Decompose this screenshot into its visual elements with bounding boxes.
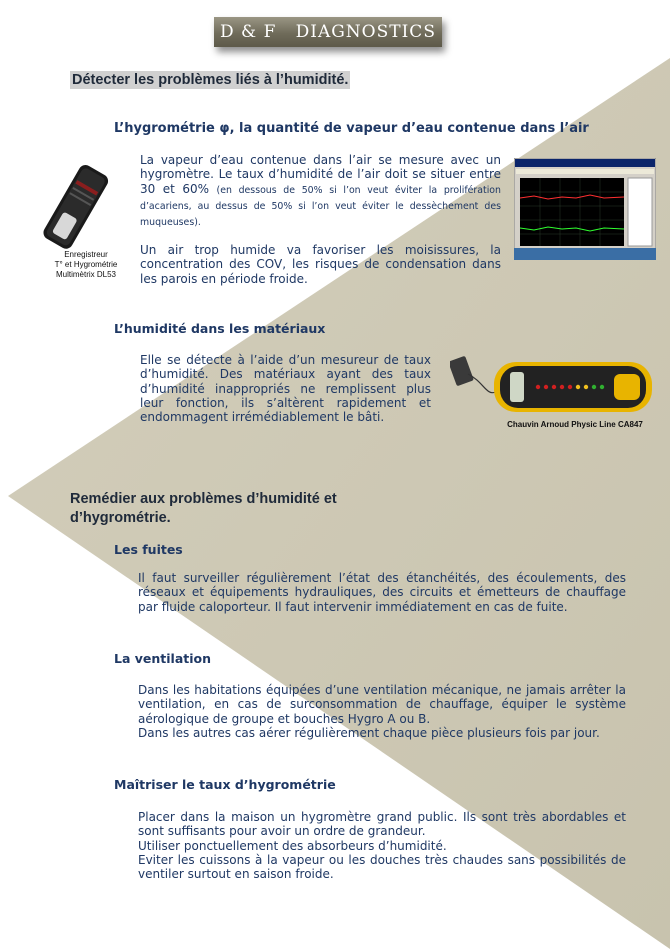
company-banner: D & F DIAGNOSTICS [214, 17, 442, 47]
moisture-meter-caption: Chauvin Arnoud Physic Line CA847 [507, 420, 643, 429]
moisture-meter-image [450, 352, 656, 418]
materials-paragraph: Elle se détecte à l’aide d’un mesureur de taux d’humidité. Des matériaux ayant des taux d’humidité inappropriés ne remplissent plus leur fonction, ils s’altèrent rapidement et endommagent irrémédiablement le bâti. [140, 353, 431, 425]
hygrometry-paragraph: La vapeur d’eau contenue dans l’air se mesure avec un hygromètre. Le taux d’humidité de l’air doit se situer entre 30 et 60% (en dessous de 50% si l’on veut éviter la prolifération d’acariens, au dessus de 50% si l’on veut éviter le dessèchement des muqueuses). [140, 153, 501, 229]
section-title-detect-text: Détecter les problèmes liés à l’humidité. [72, 72, 349, 88]
software-screenshot-image [514, 158, 656, 260]
leaks-paragraph: Il faut surveiller régulièrement l’état des étanchéités, des écoulements, des réseaux et équipements hydrauliques, des circuits et émetteurs de chauffage par fluide caloporteur. Il faut intervenir immédiatement en cas de fuite. [138, 571, 626, 614]
section-title-remedy: Remédier aux problèmes d’humidité et d’hygrométrie. [70, 491, 337, 526]
heading-ventilation: La ventilation [114, 651, 212, 666]
heading-hygrometry-control: Maîtriser le taux d’hygrométrie [114, 777, 336, 792]
hygrometry-control-paragraph: Placer dans la maison un hygromètre grand public. Ils sont très abordables et sont suffisants pour avoir un ordre de grandeur. Utiliser ponctuellement des absorbeurs d’humidité. Eviter les cuissons à la vapeur ou les douches très chaudes sans possibilités de ventiler surtout en saison froide. [138, 810, 626, 882]
humid-air-paragraph: Un air trop humide va favoriser les moisissures, la concentration des COV, les risques de condensation dans les parois en période froide. [140, 243, 501, 286]
data-logger-image [24, 160, 132, 255]
heading-hygrometry: L’hygrométrie φ, la quantité de vapeur d’eau contenue dans l’air [114, 121, 589, 136]
heading-materials: L’humidité dans les matériaux [114, 321, 326, 336]
heading-leaks: Les fuites [114, 542, 183, 557]
section-title-detect [70, 72, 350, 88]
ventilation-paragraph: Dans les habitations équipées d’une ventilation mécanique, ne jamais arrêter la ventilation, en cas de surconsommation de chauffage, équiper le système aérologique de groupe et bouches Hygro A ou B. Dans les autres cas aérer régulièrement chaque pièce plusieurs fois par jour. [138, 683, 626, 740]
data-logger-caption: Enregistreur T° et Hygrométrie Multimètrix DL53 [54, 250, 118, 279]
